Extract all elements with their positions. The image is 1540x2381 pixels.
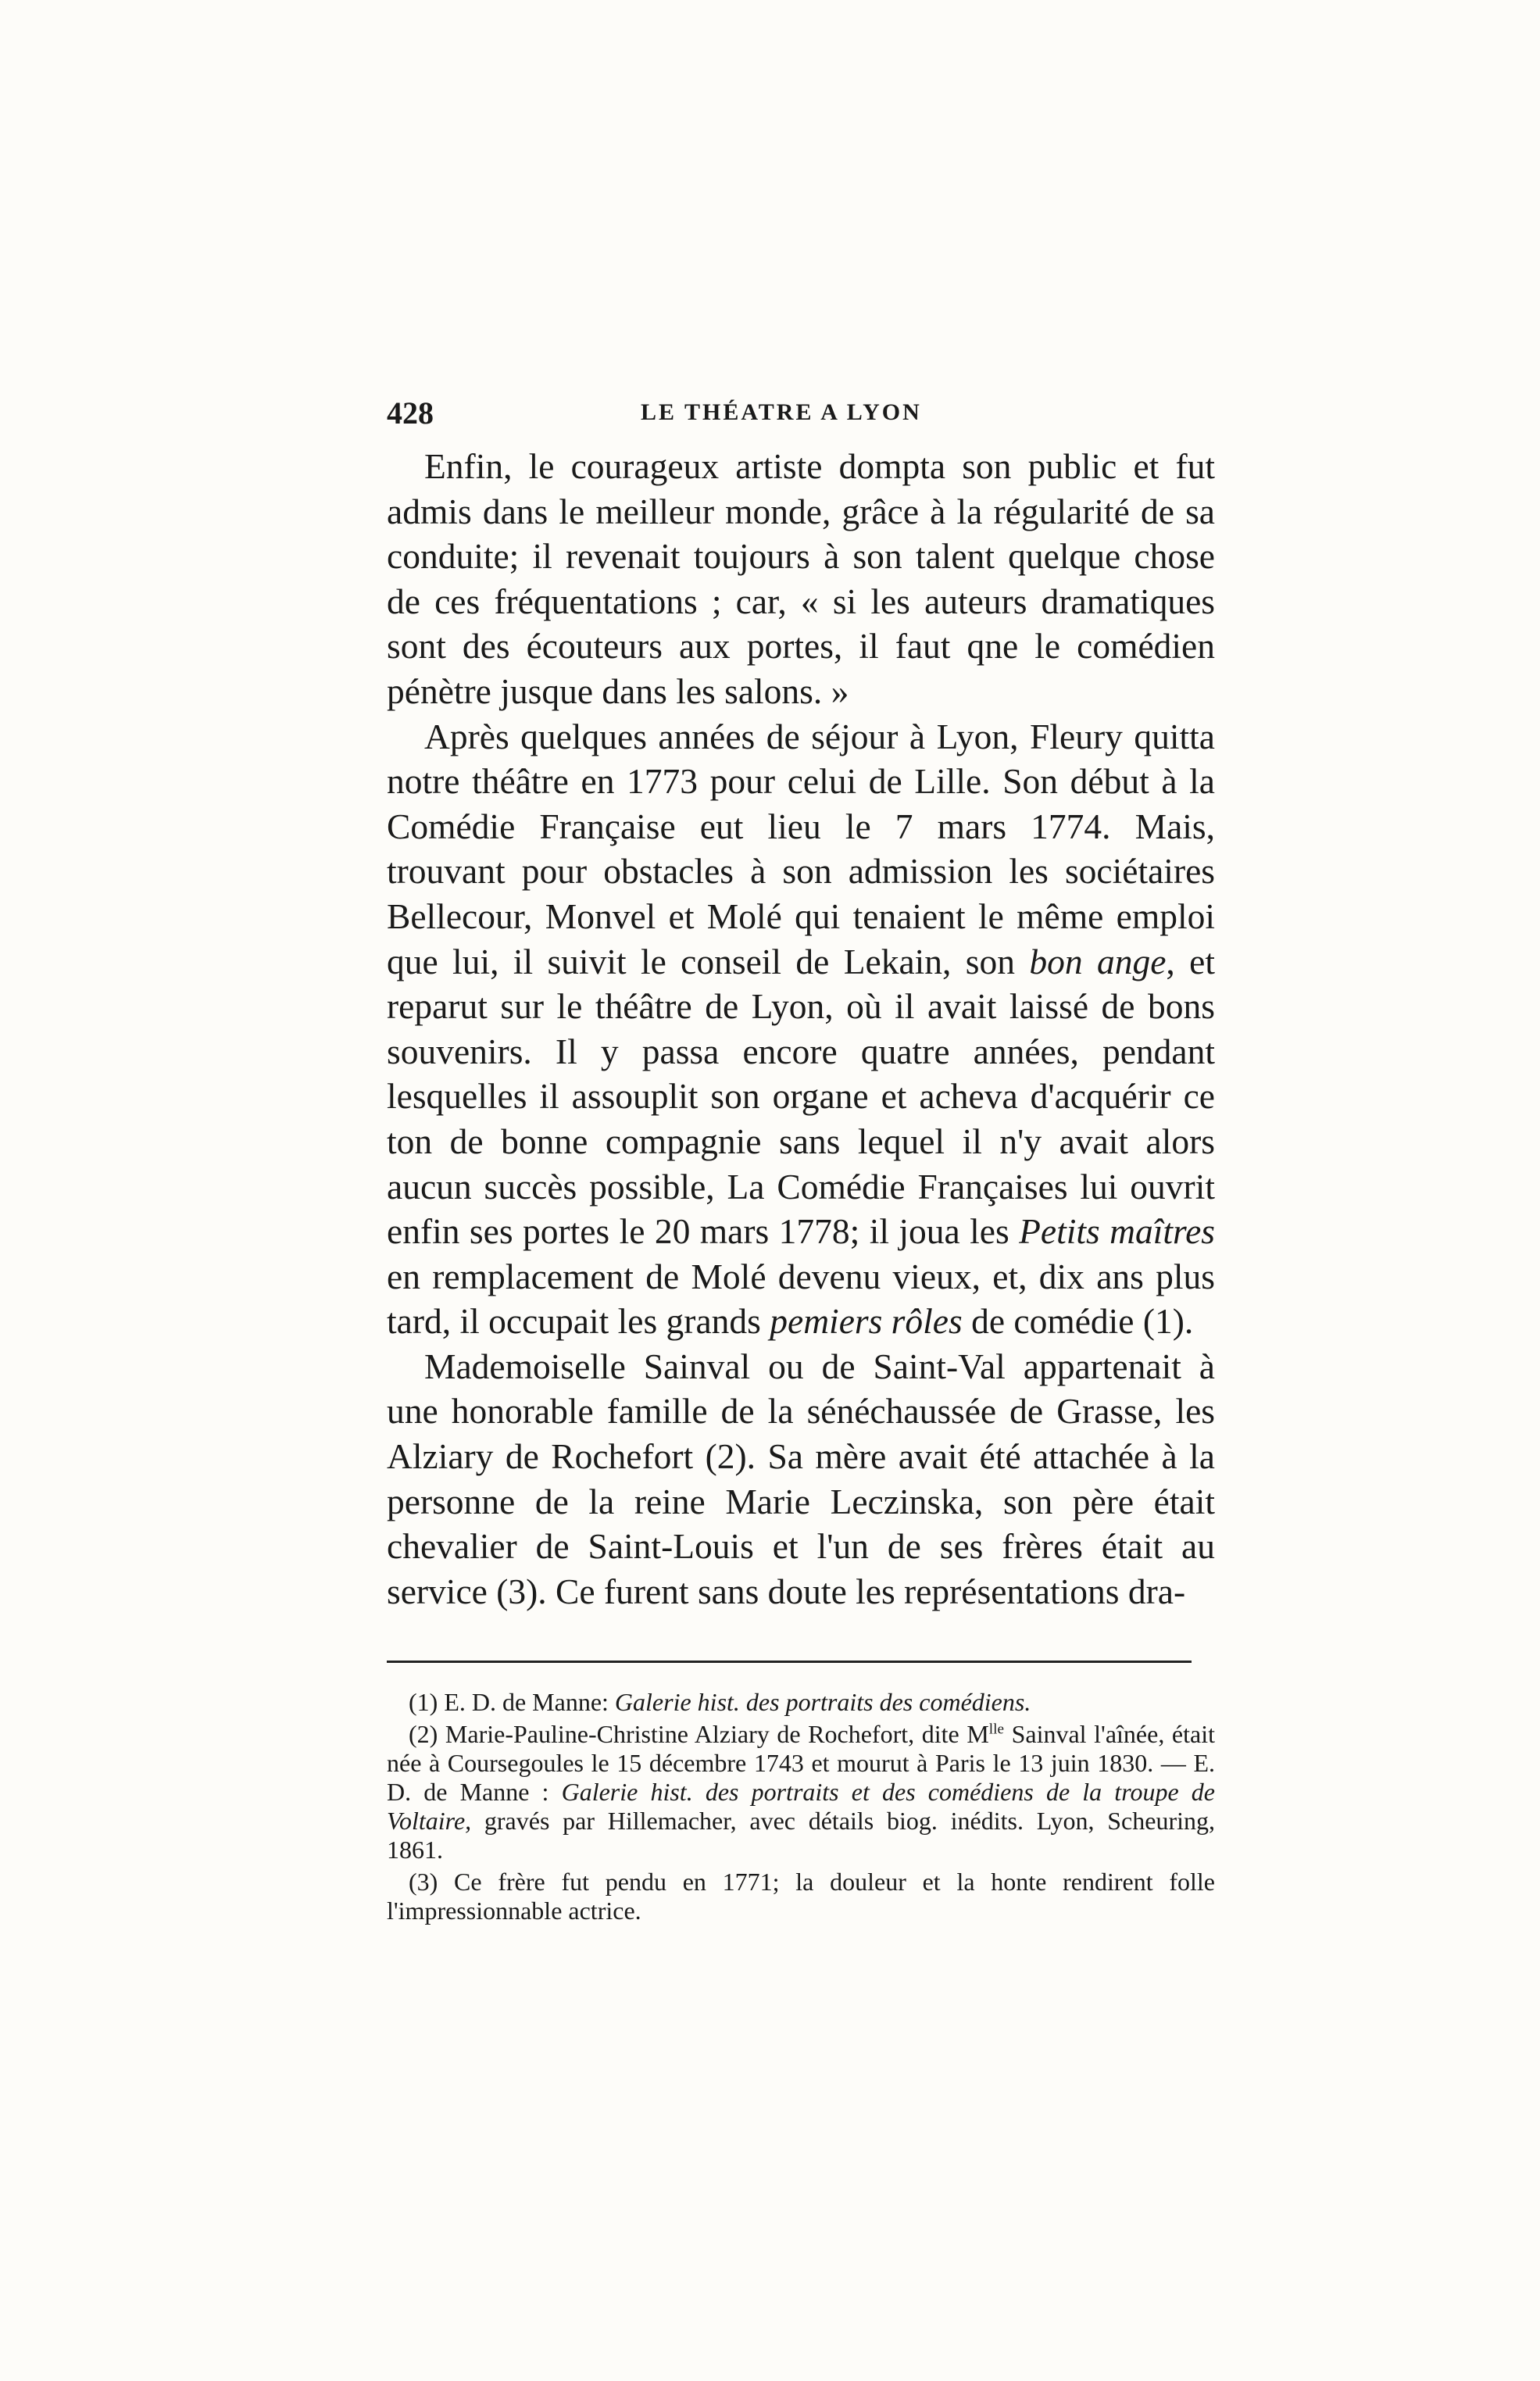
running-title: LE THÉATRE A LYON (641, 399, 922, 425)
page-number: 428 (387, 395, 434, 431)
paragraph-1: Enfin, le courageux artiste dompta son public et fut admis dans le meilleur monde, grâce à la régularité de sa conduite; il revenait toujours à son talent quelque chose de ces fréquentations ; car, « si les auteurs dramatiques sont des écouteurs aux portes, il faut qne le comédien pénètre jusque dans les salons. » (387, 446, 1215, 711)
footnote-divider (387, 1661, 1192, 1663)
paragraph-3: Mademoiselle Sainval ou de Saint-Val appartenait à une honorable famille de la sénéchaussée de Grasse, les Alziary de Rochefort (2). Sa mère avait été attachée à la personne de la reine Marie Leczinska, son père était chevalier de Saint-Louis et l'un de ses frères était au service (3). Ce furent sans doute les représentations dra- (387, 1346, 1215, 1611)
footnote-2: (2) Marie-Pauline-Christine Alziary de Rochefort, dite $M^{lle}$ Sainval l'aînée, était née à Coursegoules le 15 décembre 1743 et mourut à Paris le 13 juin 1830. — E. D. de Manne : Galerie hist. des portraits et des comédiens de la troupe de Voltaire, gravés par Hillemacher, avec détails biog. inédits. Lyon, Scheuring, 1861. (387, 1720, 1216, 1864)
paragraph-2: Après quelques années de séjour à Lyon, Fleury quitta notre théâtre en 1773 pour celui de Lille. Son début à la Comédie Française eut lieu le 7 mars 1774. Mais, trouvant pour obstacles à son admission les sociétaires Bellecour, Monvel et Molé qui tenaient le même emploi que lui, il suivit le conseil de Lekain, son bon ange, et reparut sur le théâtre de Lyon, où il avait laissé de bons souvenirs. Il y passa encore quatre années, pendant lesquelles il assouplit son organe et acheva d'acquérir ce ton de bonne compagnie sans lequel il n'y avait alors aucun succès possible, La Comédie Françaises lui ouvrit enfin ses portes le 20 mars 1778; il joua les Petits maîtres en remplacement de Molé devenu vieux, et, dix ans plus tard, il occupait les grands pemiers rôles de comédie (1). (387, 716, 1215, 1342)
main-text (387, 444, 1215, 1614)
footnote-1: (1) E. D. de Manne: Galerie hist. des portraits des comédiens. (409, 1688, 1031, 1716)
footnote-3: (3) Ce frère fut pendu en 1771; la douleur et la honte rendirent folle l'impressionnable actrice. (387, 1868, 1215, 1925)
running-header (387, 395, 1215, 434)
footnotes (387, 1688, 1215, 1929)
